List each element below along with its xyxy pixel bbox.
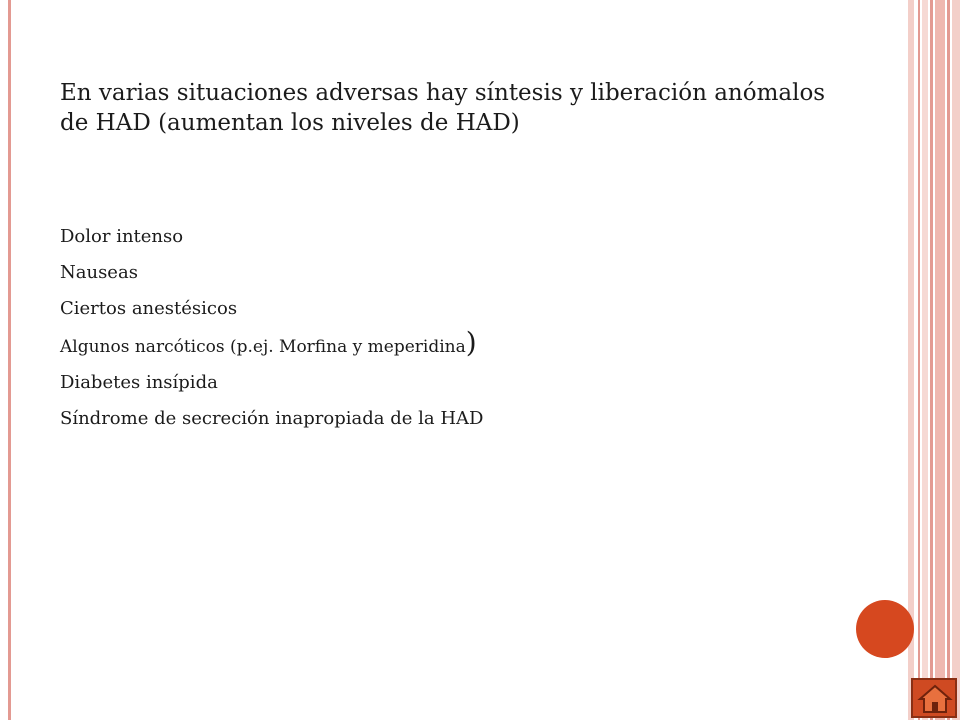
list-item: Síndrome de secreción inapropiada de la HAD — [60, 408, 484, 429]
list-item: Dolor intenso — [60, 226, 184, 247]
list-item: Diabetes insípida — [60, 372, 218, 393]
list-item: Ciertos anestésicos — [60, 298, 238, 319]
home-icon — [917, 683, 953, 715]
bullet-list — [60, 226, 483, 430]
accent-circle — [856, 600, 914, 658]
closing-paren: ) — [465, 326, 477, 359]
left-border-line — [8, 0, 11, 720]
list-item: Nauseas — [60, 262, 138, 283]
right-decorative-stripes — [908, 0, 960, 720]
list-item-text: Algunos narcóticos (p.ej. Morfina y meperidina — [60, 337, 466, 357]
home-button[interactable] — [911, 678, 957, 718]
slide-heading: En varias situaciones adversas hay síntesis y liberación anómalos de HAD (aumentan los niveles de HAD) — [60, 80, 826, 136]
list-item — [60, 326, 483, 359]
